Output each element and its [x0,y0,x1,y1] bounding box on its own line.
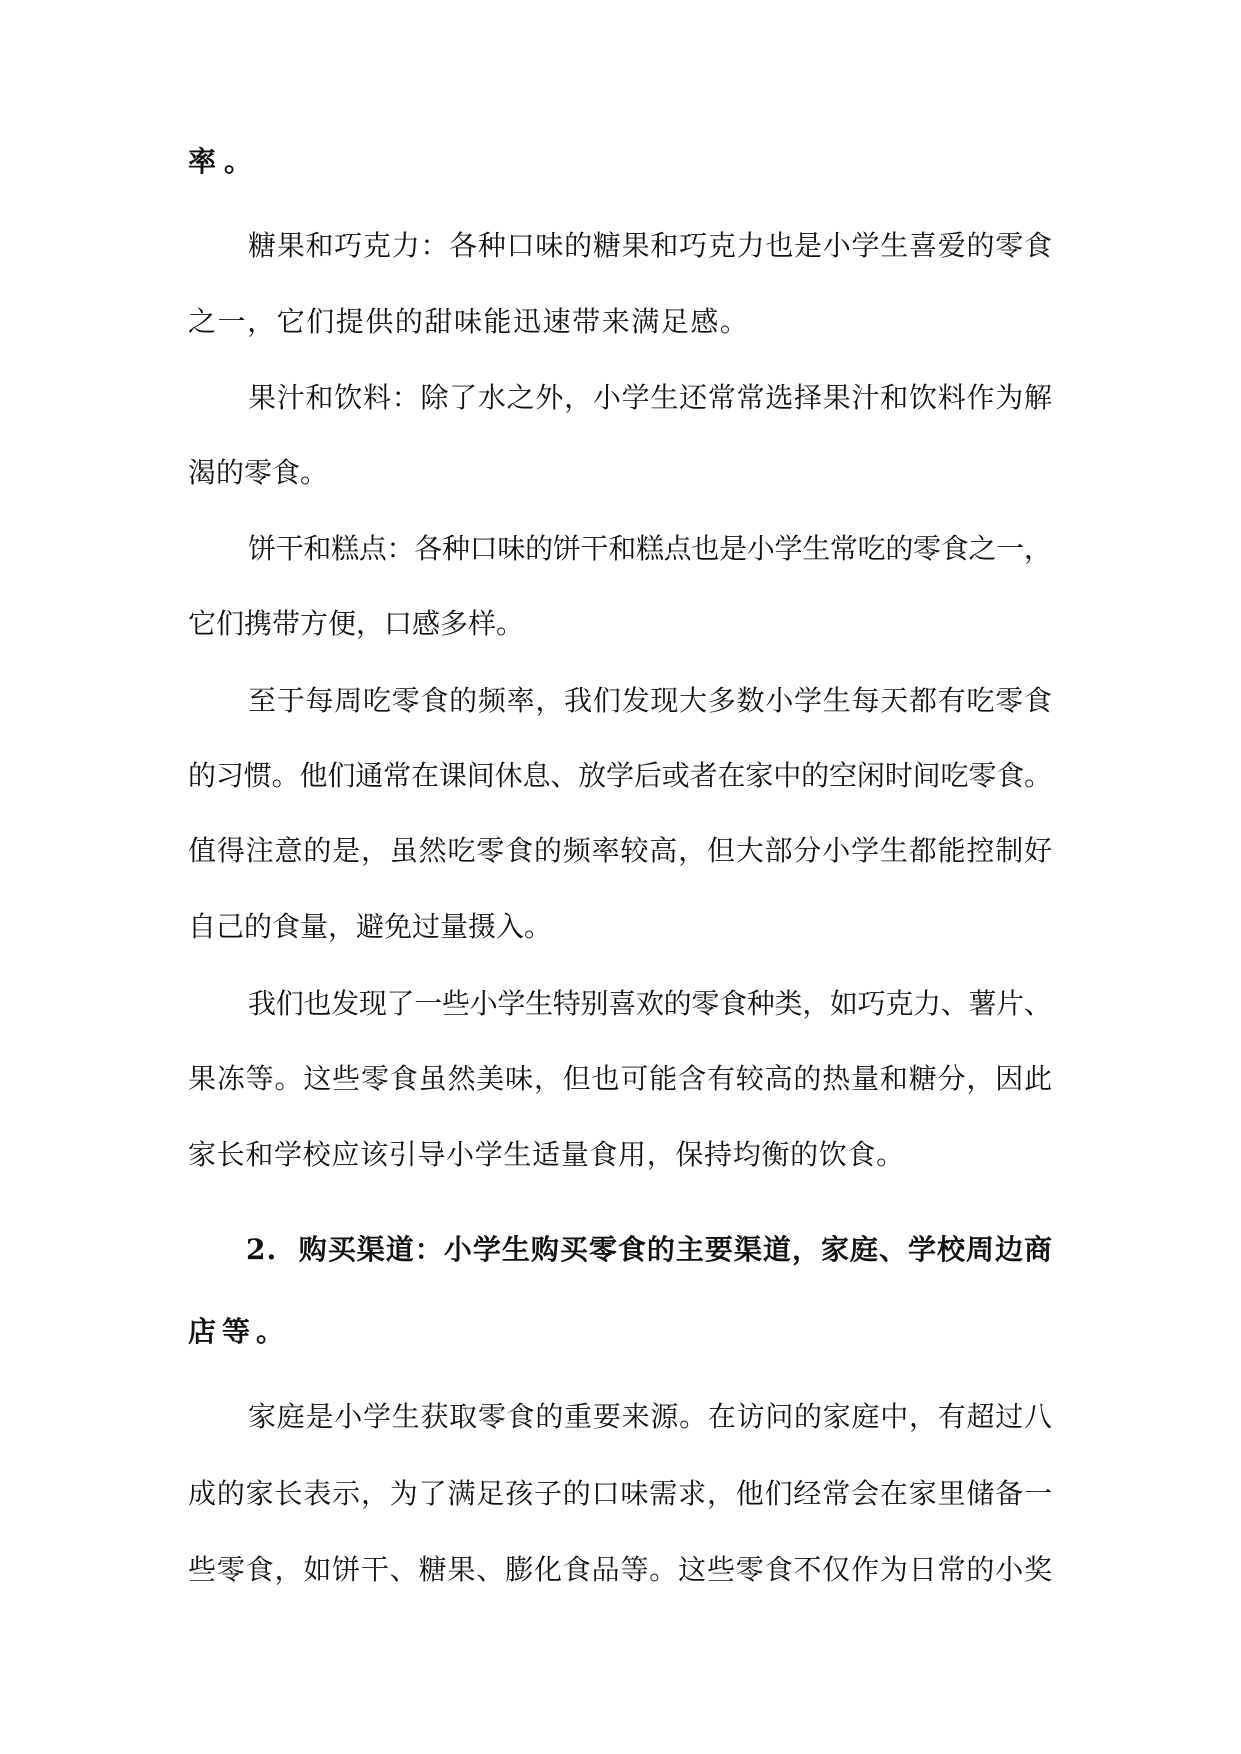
text-line: 些零食，如饼干、糖果、膨化食品等。这些零食不仅作为日常的小奖 [188,1553,1053,1586]
text-line: 成的家长表示，为了满足孩子的口味需求，他们经常会在家里储备一 [188,1477,1053,1510]
text-line: 果冻等。这些零食虽然美味，但也可能含有较高的热量和糖分，因此 [188,1062,1053,1095]
section-heading: 店等。 [188,1315,290,1348]
section-heading: 2. 购买渠道：小学生购买零食的主要渠道，家庭、学校周边商 [246,1233,1054,1266]
text-line: 糖果和巧克力：各种口味的糖果和巧克力也是小学生喜爱的零食 [248,229,1053,262]
text-line: 我们也发现了一些小学生特别喜欢的零食种类，如巧克力、薯片、 [248,987,1052,1020]
text-line: 自己的食量，避免过量摄入。 [188,910,553,943]
text-line: 家庭是小学生获取零食的重要来源。在访问的家庭中，有超过八 [248,1400,1053,1433]
text-line: 渴的零食。 [188,456,329,489]
text-line: 值得注意的是，虽然吃零食的频率较高，但大部分小学生都能控制好 [188,834,1053,867]
text-line: 的习惯。他们通常在课间休息、放学后或者在家中的空闲时间吃零食。 [188,759,1052,792]
text-line: 至于每周吃零食的频率，我们发现大多数小学生每天都有吃零食 [248,684,1053,717]
text-line: 它们携带方便，口感多样。 [188,607,525,640]
text-line: 之一，它们提供的甜味能迅速带来满足感。 [188,305,750,338]
text-line: 率。 [188,145,260,178]
text-line: 饼干和糕点：各种口味的饼干和糕点也是小学生常吃的零食之一， [248,532,1052,565]
text-line: 果汁和饮料：除了水之外，小学生还常常选择果汁和饮料作为解 [248,381,1053,414]
text-line: 家长和学校应该引导小学生适量食用，保持均衡的饮食。 [188,1138,905,1171]
